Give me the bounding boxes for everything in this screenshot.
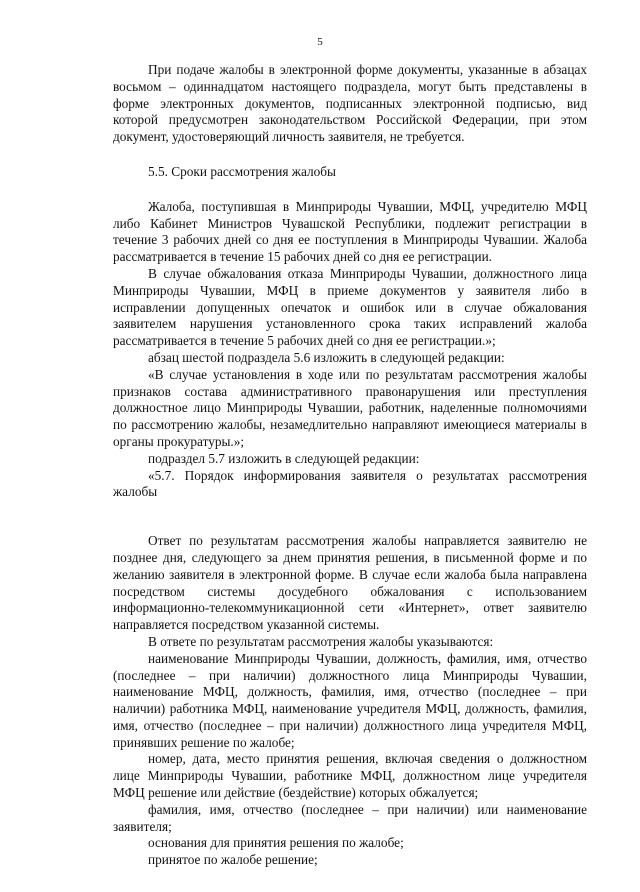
paragraph-electronic-submission: При подаче жалобы в электронной форме документы, указанные в абзацах восьмом – одиннадцатом настоящего подраздела, могут быть представлены в форме электронных документов, подписанных электронной подписью, вид которой предусмотрен законодательством Российской Федерации, при этом документ, удостоверяющий личность заявителя, не требуется.: [113, 62, 587, 145]
section-heading-5-7: «5.7. Порядок информирования заявителя о результатах рассмотрения жалобы: [113, 467, 587, 500]
paragraph-amend-5-7: подраздел 5.7 изложить в следующей редакции:: [148, 450, 420, 466]
list-item-grounds: основания для принятия решения по жалобе;: [148, 835, 404, 851]
list-item-decision-details: номер, дата, место принятия решения, включая сведения о должностном лице Минприроды Чувашии, работнике МФЦ, должностном лице учредителя МФЦ решение или действие (бездействие) которых обжалуется;: [113, 751, 587, 801]
list-item-applicant: фамилия, имя, отчество (последнее – при наличии) или наименование заявителя;: [113, 801, 587, 834]
paragraph-response-contents: В ответе по результатам рассмотрения жалобы указываются:: [148, 633, 494, 649]
section-heading-5-5: 5.5. Сроки рассмотрения жалобы: [148, 163, 336, 179]
page-number: 5: [317, 36, 323, 48]
list-item-decision: принятое по жалобе решение;: [148, 852, 318, 868]
paragraph-amend-5-6: абзац шестой подраздела 5.6 изложить в следующей редакции:: [148, 349, 505, 365]
paragraph-refusal-appeal: В случае обжалования отказа Минприроды Чувашии, должностного лица Минприроды Чувашии, МФЦ в приеме документов у заявителя либо в исправлении допущенных опечаток и ошибок или в случае обжалования заявителем нарушения установленного срока таких исправлений жалоба рассматривается в течение 5 рабочих дней со дня ее регистрации.»;: [113, 265, 587, 349]
paragraph-prosecutor: «В случае установления в ходе или по результатам рассмотрения жалобы признаков состава административного правонарушения или преступления должностное лицо Минприроды Чувашии, работник, наделенные полномочиями по рассмотрению жалобы, незамедлительно направляют имеющиеся материалы в органы прокуратуры.»;: [113, 366, 587, 449]
list-item-names: наименование Минприроды Чувашии, должность, фамилия, имя, отчество (последнее – при наличии) должностного лица Минприроды Чувашии, наименование МФЦ, должность, фамилия, имя, отчество (последнее – при наличии) работника МФЦ, наименование учредителя МФЦ, должность, фамилия, имя, отчество (последнее – при наличии) должностного лица учредителя МФЦ, принявших решение по жалобе;: [113, 650, 587, 750]
paragraph-registration-term: Жалоба, поступившая в Минприроды Чувашии, МФЦ, учредителю МФЦ либо Кабинет Министров Чувашской Республики, подлежит регистрации в течение 3 рабочих дней со дня ее поступления в Минприроды Чувашии. Жалоба рассматривается в течение 15 рабочих дней со дня ее регистрации.: [113, 198, 587, 265]
paragraph-response-delivery: Ответ по результатам рассмотрения жалобы направляется заявителю не позднее дня, следующего за днем принятия решения, в письменной форме и по желанию заявителя в электронной форме. В случае если жалоба была направлена посредством системы досудебного обжалования с использованием информационно-телекоммуникационной сети «Интернет», ответ заявителю направляется посредством указанной системы.: [113, 533, 587, 633]
document-body: [113, 62, 587, 869]
